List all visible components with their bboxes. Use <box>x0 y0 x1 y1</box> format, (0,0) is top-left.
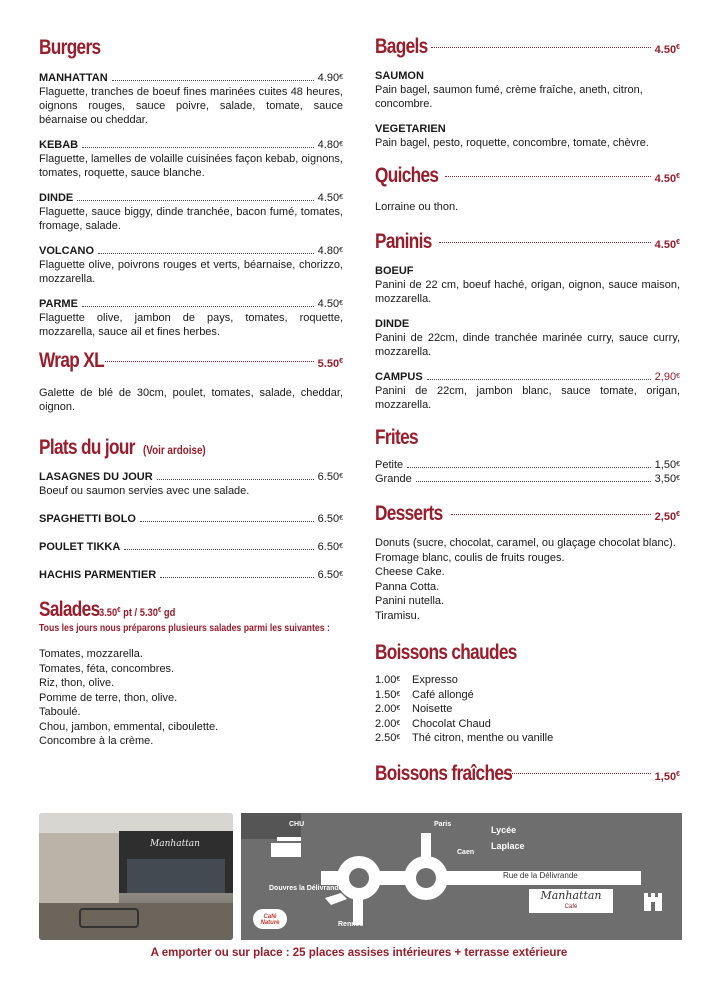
burger-name: DINDE <box>39 192 74 204</box>
bagels-heading-row <box>375 35 680 59</box>
terrace-chairs <box>79 908 139 928</box>
salade-item: Chou, jambon, emmental, ciboulette. <box>39 720 219 733</box>
burger-desc: Flaguette olive, poivrons rouges et verts, béarnaise, chorizzo, mozzarella. <box>39 259 343 285</box>
plat-name-row <box>39 470 343 484</box>
panini-name: DINDE <box>375 318 410 330</box>
burger-price: 4.80€ <box>317 245 343 257</box>
paninis-price: 4.50€ <box>654 239 680 251</box>
wrap-heading: Wrap XL <box>39 349 104 372</box>
fraiches-heading: Boissons fraîches <box>375 761 513 785</box>
chaudes-heading: Boissons chaudes <box>375 641 517 664</box>
burger-desc: Flaguette, tranches de boeuf fines marinées cuites 48 heures, oignons rouges, sauce poivre, salade, tomate, sauce béarnaise ou cheddar. <box>39 86 343 126</box>
paninis-heading-row <box>375 230 680 254</box>
hot-drink-item <box>375 717 680 732</box>
wrap-desc: Galette de blé de 30cm, poulet, tomates, salade, cheddar, oignon. <box>39 387 343 413</box>
quiches-heading-row <box>375 164 680 188</box>
plat-item <box>39 470 343 498</box>
panini-item <box>375 317 680 359</box>
map-label-laplace: Laplace <box>491 841 525 851</box>
bagel-name-row <box>375 122 680 136</box>
burgers-heading: Burgers <box>39 36 101 59</box>
bagel-name-row <box>375 69 680 83</box>
burger-name: MANHATTAN <box>39 72 108 84</box>
salade-item: Tomates, féta, concombres. <box>39 662 175 675</box>
salades-heading: Salades 3.50€ pt / 5.30€ gd <box>39 598 176 621</box>
hot-drink-price: 2.00€ <box>375 703 401 715</box>
dessert-item: Tiramisu. <box>375 609 420 622</box>
plat-item <box>39 540 343 554</box>
hot-drink-price: 1.00€ <box>375 674 401 686</box>
bagel-item <box>375 122 680 150</box>
quiches-desc: Lorraine ou thon. <box>375 201 459 213</box>
plat-name-row <box>39 568 343 582</box>
salade-item: Taboulé. <box>39 706 81 718</box>
frites-name: Petite <box>375 459 404 471</box>
hot-drink-name: Chocolat Chaud <box>412 717 491 730</box>
hot-drink-price: 2.00€ <box>375 717 401 730</box>
burger-item <box>39 244 343 286</box>
bagels-heading: Bagels <box>375 35 428 58</box>
dessert-item: Fromage blanc, coulis de fruits rouges. <box>375 551 565 564</box>
burger-name-row <box>39 71 343 85</box>
burger-name: PARME <box>39 298 78 310</box>
panini-desc: Panini de 22 cm, boeuf haché, origan, oignon, sauce maison, mozzarella. <box>375 279 680 305</box>
fraiches-heading-row <box>375 762 680 786</box>
plat-desc: Boeuf ou saumon servies avec une salade. <box>39 485 250 497</box>
bagels-list <box>375 69 680 150</box>
hot-drink-name: Thé citron, menthe ou vanille <box>412 732 554 744</box>
hot-drink-name: Noisette <box>412 703 453 715</box>
salades-list <box>39 647 343 749</box>
map-label-paris: Paris <box>434 821 452 828</box>
footer-note: A emporter ou sur place : 25 places assises intérieures + terrasse extérieure <box>150 947 568 959</box>
dessert-item: Donuts (sucre, chocolat, caramel, ou glaçage chocolat blanc). <box>375 537 676 549</box>
bagel-name: SAUMON <box>375 70 424 82</box>
map-svg <box>241 813 682 940</box>
manhattan-logo: Manhattan Café <box>529 889 613 913</box>
plat-name: HACHIS PARMENTIER <box>39 569 157 581</box>
burger-name-row <box>39 138 343 152</box>
quiches-price: 4.50€ <box>654 173 680 185</box>
salade-item: Pomme de terre, thon, olive. <box>39 691 178 704</box>
paninis-list <box>375 264 680 412</box>
frites-item <box>375 472 680 486</box>
wrap-heading-row <box>39 349 343 373</box>
partner-logo: Café Nature <box>253 909 287 929</box>
frites-price: 3,50€ <box>654 473 680 485</box>
plat-price: 6.50€ <box>317 513 343 525</box>
plat-price: 6.50€ <box>317 541 343 553</box>
burger-price: 4.50€ <box>317 192 343 204</box>
frites-list <box>375 458 680 486</box>
desserts-heading: Desserts <box>375 502 443 525</box>
plat-name: LASAGNES DU JOUR <box>39 471 153 483</box>
hot-drink-item <box>375 688 680 703</box>
salade-item: Riz, thon, olive. <box>39 677 115 689</box>
desserts-list <box>375 536 680 623</box>
bagel-name: VEGETARIEN <box>375 123 446 135</box>
dessert-item: Panna Cotta. <box>375 580 440 593</box>
burger-item <box>39 191 343 233</box>
plats-heading: Plats du jour (Voir ardoise) <box>39 436 207 459</box>
panini-price: 2,90€ <box>654 371 680 383</box>
plat-price: 6.50€ <box>317 471 343 483</box>
plat-item <box>39 512 343 526</box>
left-column <box>39 30 343 749</box>
panini-desc: Panini de 22cm, jambon blanc, sauce tomate, origan, mozzarella. <box>375 385 680 411</box>
burger-desc: Flaguette, sauce biggy, dinde tranchée, bacon fumé, tomates, fromage, salade. <box>39 206 343 232</box>
burger-name-row <box>39 244 343 258</box>
burger-item <box>39 71 343 127</box>
salades-subtitle: Tous les jours nous préparons plusieurs salades parmi les suivantes : <box>39 622 330 634</box>
bagels-price: 4.50€ <box>654 44 680 56</box>
panini-item <box>375 264 680 306</box>
panini-name: BOEUF <box>375 265 414 277</box>
map-label-rue: Rue de la Délivrande <box>503 871 578 880</box>
fraiches-price: 1,50€ <box>654 770 680 783</box>
castle-icon <box>643 887 665 911</box>
bagel-desc: Pain bagel, pesto, roquette, concombre, tomate, chèvre. <box>375 137 649 149</box>
hot-drink-name: Café allongé <box>412 688 474 701</box>
frites-name: Grande <box>375 473 412 485</box>
plats-list <box>39 470 343 582</box>
plat-name: POULET TIKKA <box>39 541 121 553</box>
panini-name-row <box>375 370 680 384</box>
plat-item <box>39 568 343 582</box>
wrap-price: 5.50€ <box>317 358 343 370</box>
plat-name-row <box>39 512 343 526</box>
location-map <box>241 813 682 940</box>
map-label-rennes: Rennes <box>338 921 364 928</box>
hot-drink-item <box>375 731 680 746</box>
dessert-item: Panini nutella. <box>375 595 445 607</box>
panini-name-row <box>375 264 680 278</box>
panini-name-row <box>375 317 680 331</box>
burger-item <box>39 138 343 180</box>
burger-desc: Flaguette, lamelles de volaille cuisinées façon kebab, oignons, tomates, roquette, sauce blanche. <box>39 153 343 179</box>
map-label-chu: CHU <box>289 821 305 828</box>
quiches-heading: Quiches <box>375 164 439 187</box>
hot-drink-item <box>375 673 680 688</box>
frites-price: 1,50€ <box>654 459 680 471</box>
burger-name-row <box>39 191 343 205</box>
storefront-photo <box>39 813 233 940</box>
panini-item <box>375 370 680 412</box>
burgers-list <box>39 71 343 339</box>
chaudes-list <box>375 673 680 746</box>
dessert-item: Cheese Cake. <box>375 566 445 578</box>
hot-drink-name: Expresso <box>412 674 458 686</box>
hot-drink-price: 2.50€ <box>375 732 401 744</box>
map-label-douvres: Douvres la Délivrande <box>269 885 343 892</box>
burger-name-row <box>39 297 343 311</box>
frites-heading: Frites <box>375 426 418 449</box>
salade-item: Concombre à la crème. <box>39 735 154 747</box>
right-column <box>375 30 680 786</box>
panini-name: CAMPUS <box>375 371 423 383</box>
burger-price: 4.50€ <box>317 298 343 310</box>
plat-name: SPAGHETTI BOLO <box>39 513 136 525</box>
desserts-heading-row <box>375 502 680 526</box>
salade-item: Tomates, mozzarella. <box>39 648 143 660</box>
hot-drink-price: 1.50€ <box>375 688 401 701</box>
map-label-lycee: Lycée <box>491 825 517 835</box>
panini-desc: Panini de 22cm, dinde tranchée marinée curry, sauce curry, mozzarella. <box>375 332 680 358</box>
plat-price: 6.50€ <box>317 569 343 581</box>
frites-item <box>375 458 680 472</box>
map-label-caen: Caen <box>457 849 475 856</box>
hot-drink-item <box>375 702 680 717</box>
burger-price: 4.80€ <box>317 139 343 151</box>
burger-name: VOLCANO <box>39 245 94 257</box>
burger-price: 4.90€ <box>317 72 343 84</box>
bagel-desc: Pain bagel, saumon fumé, crème fraîche, aneth, citron, concombre. <box>375 84 643 110</box>
plat-name-row <box>39 540 343 554</box>
burger-desc: Flaguette olive, jambon de pays, tomates, roquette, mozzarella, sauce ail et fines herbes. <box>39 312 343 338</box>
burger-name: KEBAB <box>39 139 79 151</box>
bagel-item <box>375 69 680 111</box>
desserts-price: 2,50€ <box>654 511 680 523</box>
paninis-heading: Paninis <box>375 230 432 253</box>
storefront-sign: Manhattan <box>150 839 200 849</box>
burger-item <box>39 297 343 339</box>
